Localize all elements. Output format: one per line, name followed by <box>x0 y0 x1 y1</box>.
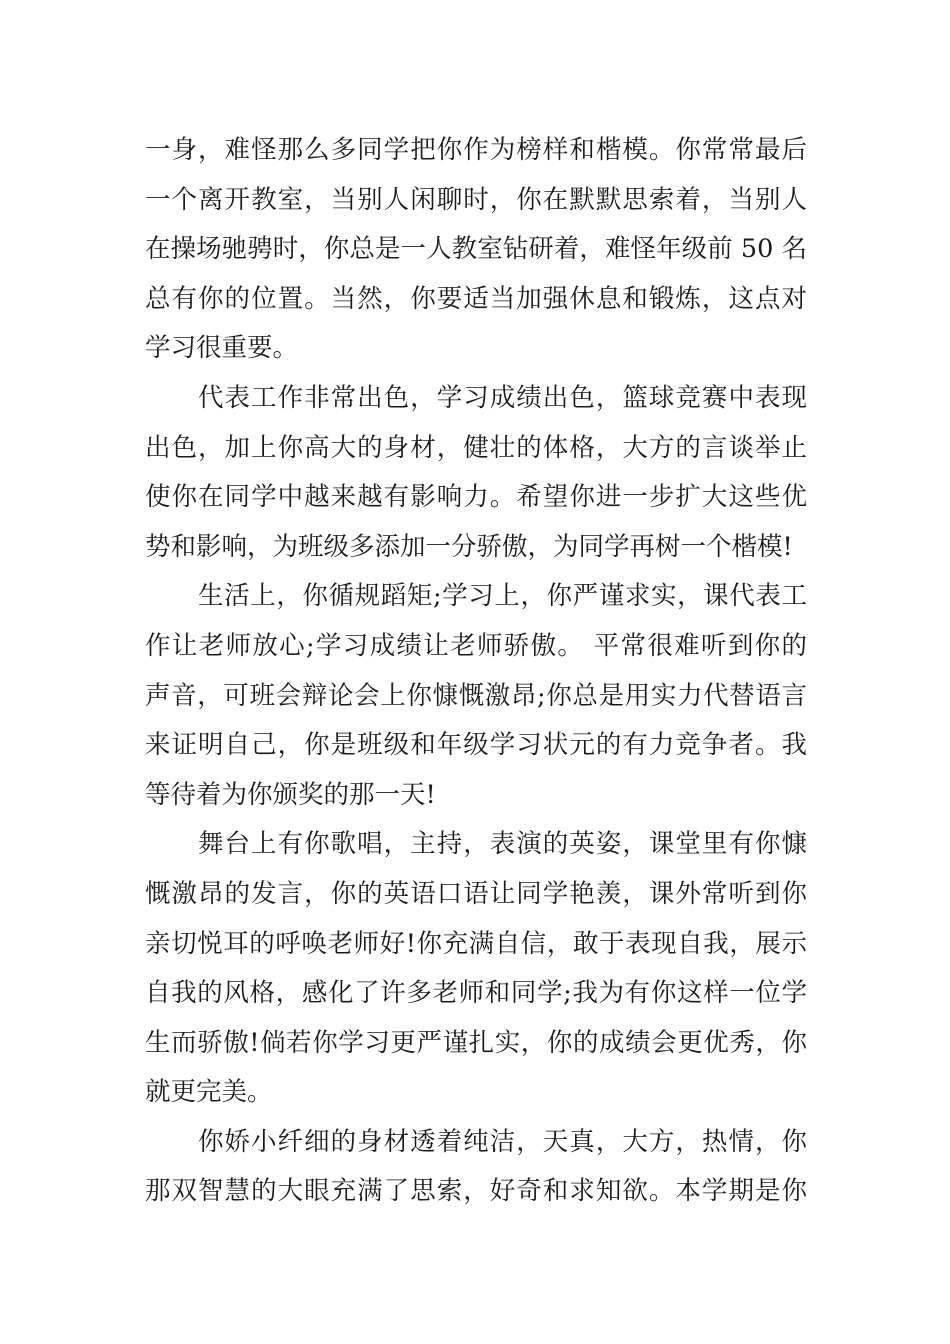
text-line: 自我的风格，感化了许多老师和同学;我为有你这样一位学 <box>145 978 807 1009</box>
text-line: 慨激昂的发言，你的英语口语让同学艳羡，课外常听到你 <box>145 878 807 909</box>
document-body <box>145 126 807 1217</box>
text-line: 一个离开教室，当别人闲聊时，你在默默思索着，当别人 <box>145 184 807 215</box>
text-line: 生而骄傲!倘若你学习更严谨扎实，你的成绩会更优秀，你 <box>145 1027 807 1058</box>
text-line: 一身，难怪那么多同学把你作为榜样和楷模。你常常最后 <box>145 135 807 165</box>
text-line: 学习很重要。 <box>145 333 299 364</box>
text-line: 来证明自己，你是班级和年级学习状元的有力竞争者。我 <box>145 730 807 761</box>
text-line: 出色，加上你高大的身材，健壮的体格，大方的言谈举止 <box>145 432 807 463</box>
text-line: 亲切悦耳的呼唤老师好!你充满自信，敢于表现自我，展示 <box>145 928 807 959</box>
text-line: 作让老师放心;学习成绩让老师骄傲。 平常很难听到你的 <box>145 630 807 661</box>
paragraph-4 <box>145 820 807 1118</box>
text-line: 等待着为你颁奖的那一天! <box>145 779 436 810</box>
text-line: 声音，可班会辩论会上你慷慨激昂;你总是用实力代替语言 <box>145 680 807 711</box>
text-line: 总有你的位置。当然，你要适当加强休息和锻炼，这点对 <box>145 283 807 314</box>
text-line: 舞台上有你歌唱，主持，表演的英姿，课堂里有你慷 <box>198 829 807 860</box>
paragraph-2 <box>145 374 807 572</box>
text-line: 代表工作非常出色，学习成绩出色，篮球竞赛中表现 <box>198 382 807 413</box>
paragraph-1 <box>145 126 807 374</box>
paragraph-3 <box>145 572 807 820</box>
text-line: 生活上，你循规蹈矩;学习上，你严谨求实，课代表工 <box>198 581 807 612</box>
text-line: 你娇小纤细的身材透着纯洁，天真，大方，热情，你 <box>198 1126 807 1157</box>
paragraph-5 <box>145 1118 807 1217</box>
text-line: 在操场驰骋时，你总是一人教室钻研着，难怪年级前 50 名 <box>145 234 807 265</box>
text-line: 势和影响，为班级多添加一分骄傲，为同学再树一个楷模! <box>145 531 793 562</box>
text-line: 那双智慧的大眼充满了思索，好奇和求知欲。本学期是你 <box>145 1176 807 1207</box>
text-line: 就更完美。 <box>145 1077 273 1108</box>
text-line: 使你在同学中越来越有影响力。希望你进一步扩大这些优 <box>145 482 807 513</box>
